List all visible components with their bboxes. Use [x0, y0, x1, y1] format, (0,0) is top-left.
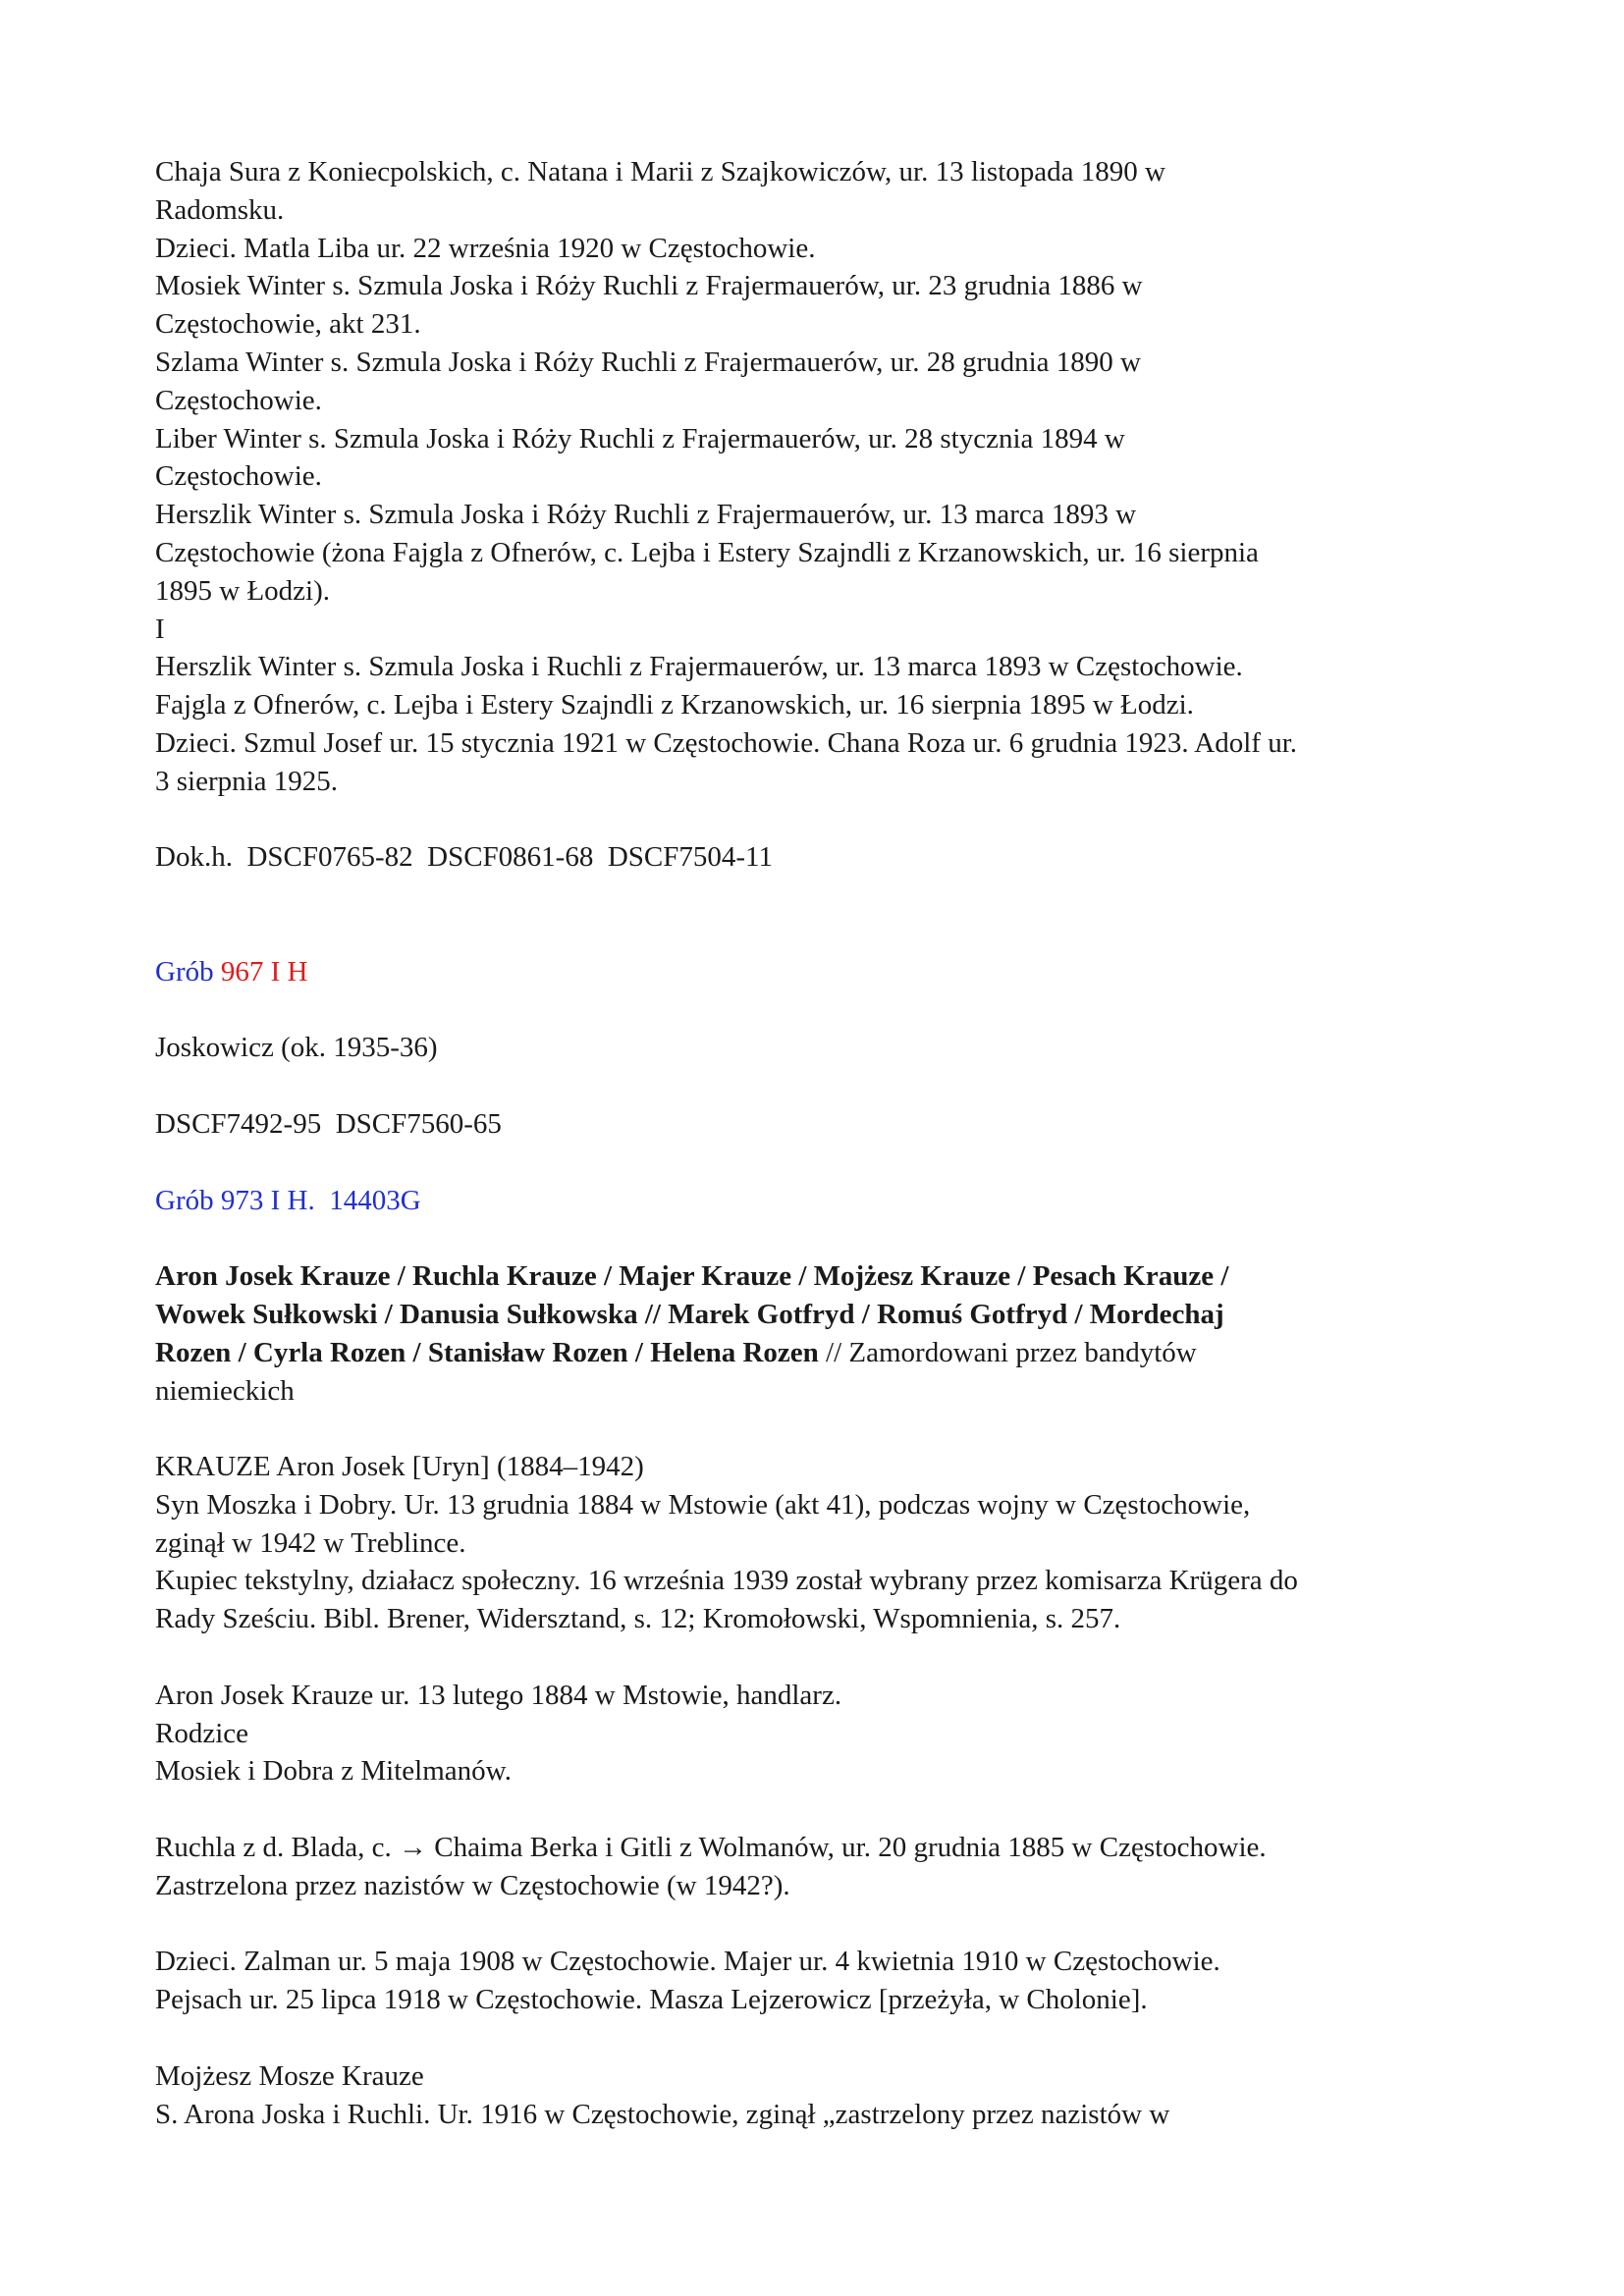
grave-973-inscription — [155, 1257, 1490, 1410]
children-record — [155, 1943, 1490, 2019]
grave-967-number: 967 I H — [220, 955, 308, 988]
text-line: Mosiek Winter s. Szmula Joska i Róży Ruchli z Frajermauerów, ur. 23 grudnia 1886 w — [155, 270, 1143, 302]
text-line: S. Arona Joska i Ruchli. Ur. 1916 w Częstochowie, zginął „zastrzelony przez nazistów w — [155, 2098, 1170, 2130]
ruchla-record — [155, 1829, 1490, 1905]
text-line: Ruchla z d. Blada, c. → Chaima Berka i Gitli z Wolmanów, ur. 20 grudnia 1885 w Częstochowie. — [155, 1832, 1267, 1864]
text-line: Częstochowie (żona Fajgla z Ofnerów, c. Lejba i Estery Szajndli z Krzanowskich, ur. 16 sierpnia — [155, 536, 1259, 568]
grave-973-heading: Grób 973 I H. 14403G — [155, 1184, 421, 1216]
grave-967-photos: DSCF7492-95 DSCF7560-65 — [155, 1107, 502, 1140]
text-line: I — [155, 613, 165, 645]
text-line: Rady Sześciu. Bibl. Brener, Widersztand, s. 12; Kromołowski, Wspomnienia, s. 257. — [155, 1603, 1121, 1635]
text-line: Liber Winter s. Szmula Joska i Róży Ruchli z Frajermauerów, ur. 28 stycznia 1894 w — [155, 422, 1125, 454]
text-line: Częstochowie. — [155, 460, 322, 493]
text-line: Mojżesz Mosze Krauze — [155, 2059, 424, 2092]
inscription-line: Wowek Sułkowski / Danusia Sułkowska // Marek Gotfryd / Romuś Gotfryd / Mordechaj — [155, 1298, 1224, 1330]
text-line: Radomsku. — [155, 193, 285, 226]
text-line: Częstochowie. — [155, 384, 322, 416]
inscription-line: Rozen / Cyrla Rozen / Stanisław Rozen / Helena Rozen — [155, 1336, 827, 1368]
text-line: Dzieci. Zalman ur. 5 maja 1908 w Częstochowie. Majer ur. 4 kwietnia 1910 w Częstochowie. — [155, 1946, 1220, 1978]
text-line: Zastrzelona przez nazistów w Częstochowie (w 1942?). — [155, 1869, 790, 1901]
text-line: Chaja Sura z Koniecpolskich, c. Natana i Marii z Szajkowiczów, ur. 13 listopada 1890 w — [155, 156, 1165, 187]
inscription-tail: // Zamordowani przez bandytów — [826, 1336, 1197, 1368]
text-line: Aron Josek Krauze ur. 13 lutego 1884 w Mstowie, handlarz. — [155, 1679, 842, 1711]
text-line: 3 sierpnia 1925. — [155, 765, 339, 797]
text-line: Pejsach ur. 25 lipca 1918 w Częstochowie. Masza Lejzerowicz [przeżyła, w Cholonie]. — [155, 1984, 1148, 2016]
text-line: Dzieci. Matla Liba ur. 22 września 1920 w Częstochowie. — [155, 232, 816, 264]
document-references: Dok.h. DSCF0765-82 DSCF0861-68 DSCF7504-11 — [155, 841, 773, 874]
text-line: Syn Moszka i Dobry. Ur. 13 grudnia 1884 w Mstowie (akt 41), podczas wojny w Częstochowie, — [155, 1488, 1251, 1521]
text-line: Fajgla z Ofnerów, c. Lejba i Estery Szajndli z Krzanowskich, ur. 16 sierpnia 1895 w Łodzi. — [155, 689, 1194, 721]
inscription-line: Aron Josek Krauze / Ruchla Krauze / Majer Krauze / Mojżesz Krauze / Pesach Krauze / — [155, 1260, 1229, 1293]
text-line: Herszlik Winter s. Szmula Joska i Róży Ruchli z Frajermauerów, ur. 13 marca 1893 w — [155, 499, 1137, 531]
text-line: 1895 w Łodzi). — [155, 574, 330, 607]
grave-967-name: Joskowicz (ok. 1935-36) — [155, 1032, 438, 1064]
mojzesz-record — [155, 2057, 1490, 2134]
grave-967-heading — [155, 953, 1490, 991]
text-line: Herszlik Winter s. Szmula Joska i Ruchli z Frajermauerów, ur. 13 marca 1893 w Częstochowie. — [155, 651, 1243, 683]
text-line: Dzieci. Szmul Josef ur. 15 stycznia 1921 w Częstochowie. Chana Roza ur. 6 grudnia 1923. Adolf ur. — [155, 726, 1298, 759]
family-entries — [155, 153, 1490, 801]
text-line: Szlama Winter s. Szmula Joska i Róży Ruchli z Frajermauerów, ur. 28 grudnia 1890 w — [155, 346, 1141, 378]
text-line: zginął w 1942 w Treblince. — [155, 1526, 466, 1559]
grave-967-label: Grób — [155, 955, 221, 988]
text-line: Kupiec tekstylny, działacz społeczny. 16 września 1939 został wybrany przez komisarza Krügera do — [155, 1565, 1298, 1597]
aron-record — [155, 1677, 1490, 1790]
document-page — [155, 153, 1490, 2133]
text-line: Częstochowie, akt 231. — [155, 308, 421, 341]
inscription-line: niemieckich — [155, 1374, 295, 1407]
text-line: Mosiek i Dobra z Mitelmanów. — [155, 1755, 512, 1788]
text-line: KRAUZE Aron Josek [Uryn] (1884–1942) — [155, 1451, 644, 1483]
text-line: Rodzice — [155, 1717, 249, 1749]
biography-aron-krauze — [155, 1448, 1490, 1638]
